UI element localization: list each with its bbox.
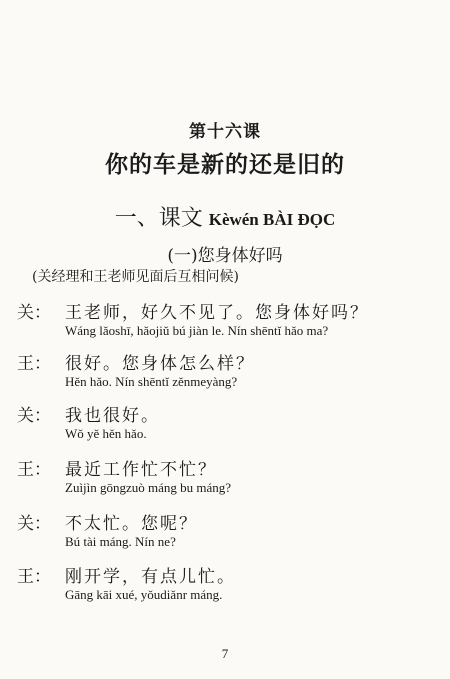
dialogue-pinyin: Bú tài máng. Nín ne? <box>65 534 176 549</box>
dialogue-chinese: 我也很好。 <box>65 406 160 426</box>
speaker-label: 关： <box>17 303 51 323</box>
speaker-label: 王： <box>17 354 51 374</box>
dialogue-pinyin: Gāng kāi xué, yǒudiǎnr máng. <box>65 587 223 602</box>
speaker-label: 王： <box>17 567 51 587</box>
section-heading <box>0 201 450 232</box>
dialogue-pinyin: Wǒ yě hěn hǎo. <box>65 426 147 441</box>
dialogue-pinyin: Wáng lǎoshī, hǎojiǔ bú jiàn le. Nín shēntǐ hǎo ma? <box>65 323 329 338</box>
speaker-label: 王： <box>17 460 51 480</box>
scene-description: (关经理和王老师见面后互相问候) <box>32 269 239 285</box>
dialogue-chinese: 刚开学，有点儿忙。 <box>65 567 236 587</box>
dialogue-chinese: 很好。您身体怎么样？ <box>65 354 255 374</box>
dialogue-chinese: 王老师，好久不见了。您身体好吗？ <box>65 303 369 323</box>
dialogue-chinese: 不太忙。您呢？ <box>65 514 198 534</box>
section-heading-chinese: 一、课文 <box>114 206 203 231</box>
page-number: 7 <box>221 646 229 661</box>
section-heading-pinyin: Kèwén BÀI ĐỌC <box>208 210 336 229</box>
text-title: (一)您身体好吗 <box>167 246 283 266</box>
lesson-number: 第十六课 <box>189 122 261 142</box>
lesson-title: 你的车是新的还是旧的 <box>105 152 345 178</box>
dialogue-pinyin: Hěn hǎo. Nín shēntǐ zěnmeyàng? <box>65 374 238 389</box>
speaker-label: 关： <box>17 406 51 426</box>
dialogue-chinese: 最近工作忙不忙？ <box>65 460 217 480</box>
speaker-label: 关： <box>17 514 51 534</box>
dialogue-pinyin: Zuìjìn gōngzuò máng bu máng? <box>65 480 232 495</box>
